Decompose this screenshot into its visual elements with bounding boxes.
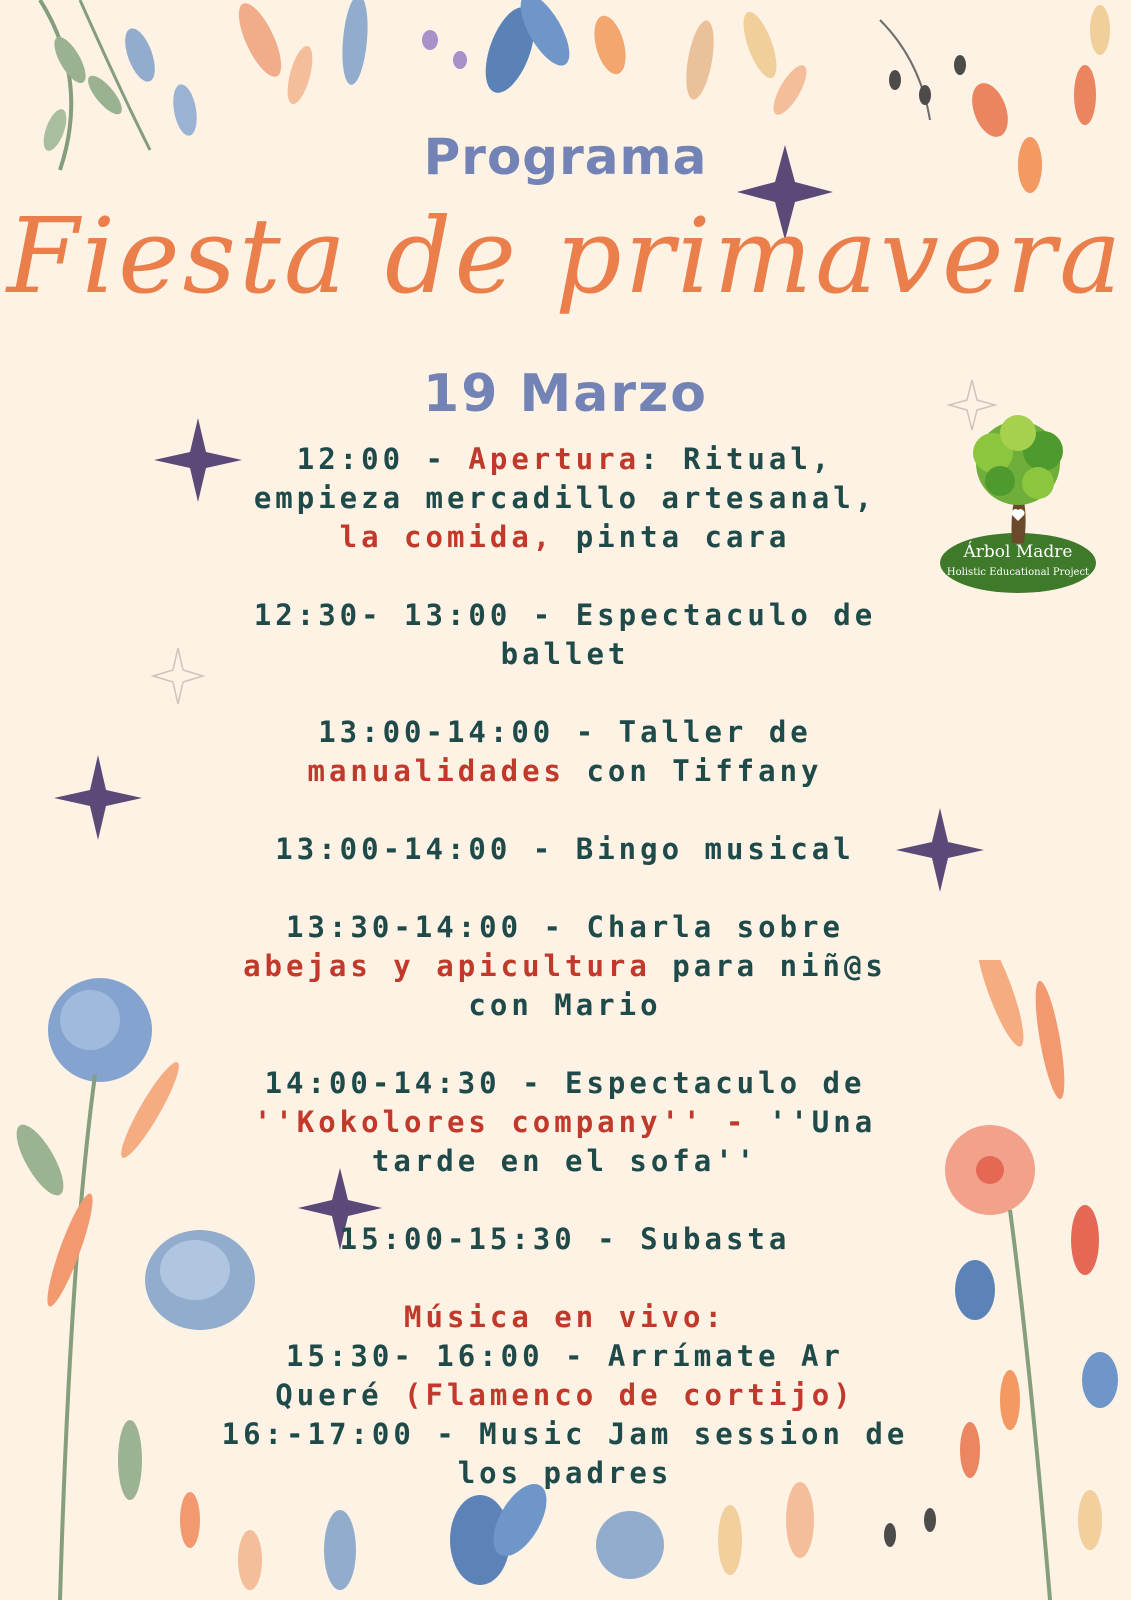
- schedule-event: [200, 830, 930, 869]
- event-line: [200, 635, 930, 674]
- music-highlight: (Flamenco de cortijo): [404, 1378, 855, 1412]
- event-text: : Ritual,: [640, 442, 834, 476]
- schedule-event: [200, 1064, 930, 1181]
- event-text: con Mario: [468, 988, 662, 1022]
- event-text: tarde en el sofa'': [371, 1144, 759, 1178]
- event-text: 14:00-14:30 - Espectaculo de: [264, 1066, 866, 1100]
- event-text: pinta cara: [554, 520, 791, 554]
- music-text: 16:-17:00 - Music Jam session de: [221, 1417, 909, 1451]
- event-text: 13:30-14:00 - Charla sobre: [286, 910, 844, 944]
- schedule-event: [200, 596, 930, 674]
- event-highlight: abejas y apicultura: [243, 949, 651, 983]
- event-line: [200, 947, 930, 986]
- schedule: [200, 440, 930, 1493]
- event-line: [200, 479, 930, 518]
- event-line: [200, 596, 930, 635]
- event-line: [200, 713, 930, 752]
- schedule-event: [200, 908, 930, 1025]
- event-line: [200, 518, 930, 557]
- event-highlight: Apertura: [468, 442, 641, 476]
- tree-icon: [938, 403, 1098, 593]
- event-text: ballet: [500, 637, 630, 671]
- live-music-section: [200, 1298, 930, 1493]
- event-line: [200, 1064, 930, 1103]
- event-text: 12:30- 13:00 - Espectaculo de: [253, 598, 877, 632]
- music-line: [200, 1337, 930, 1376]
- arbol-madre-logo: [938, 403, 1098, 593]
- event-date: 19 Marzo: [423, 364, 708, 424]
- music-line: [200, 1454, 930, 1493]
- schedule-event: [200, 1220, 930, 1259]
- event-highlight: ''Kokolores company'' -: [253, 1105, 769, 1139]
- music-line: [200, 1376, 930, 1415]
- event-text: 13:00-14:00 - Bingo musical: [275, 832, 855, 866]
- event-text: con Tiffany: [565, 754, 823, 788]
- event-line: [200, 1103, 930, 1142]
- music-text: los padres: [457, 1456, 673, 1490]
- page-title: Fiesta de primavera: [6, 195, 1125, 317]
- music-text: Queré: [275, 1378, 405, 1412]
- schedule-event: [200, 713, 930, 791]
- event-text: ''Una: [768, 1105, 877, 1139]
- logo-tagline: Holistic Educational Project: [946, 567, 1090, 578]
- event-text: 12:00 -: [296, 442, 469, 476]
- schedule-event: [200, 440, 930, 557]
- logo-name: Árbol Madre: [963, 542, 1073, 562]
- event-text: empieza mercadillo artesanal,: [253, 481, 877, 515]
- music-line: [200, 1415, 930, 1454]
- event-line: [200, 908, 930, 947]
- event-text: 13:00-14:00 - Taller de: [318, 715, 812, 749]
- event-text: para niñ@s: [650, 949, 887, 983]
- event-line: [200, 1220, 930, 1259]
- music-text: 15:30- 16:00 - Arrímate Ar: [286, 1339, 844, 1373]
- event-highlight: manualidades: [307, 754, 565, 788]
- event-highlight: la comida,: [339, 520, 555, 554]
- event-line: [200, 1142, 930, 1181]
- event-line: [200, 752, 930, 791]
- event-text: 15:00-15:30 - Subasta: [339, 1222, 791, 1256]
- live-music-heading: Música en vivo:: [404, 1300, 726, 1334]
- pre-title: Programa: [423, 128, 708, 186]
- event-line: [200, 440, 930, 479]
- event-line: [200, 830, 930, 869]
- event-line: [200, 986, 930, 1025]
